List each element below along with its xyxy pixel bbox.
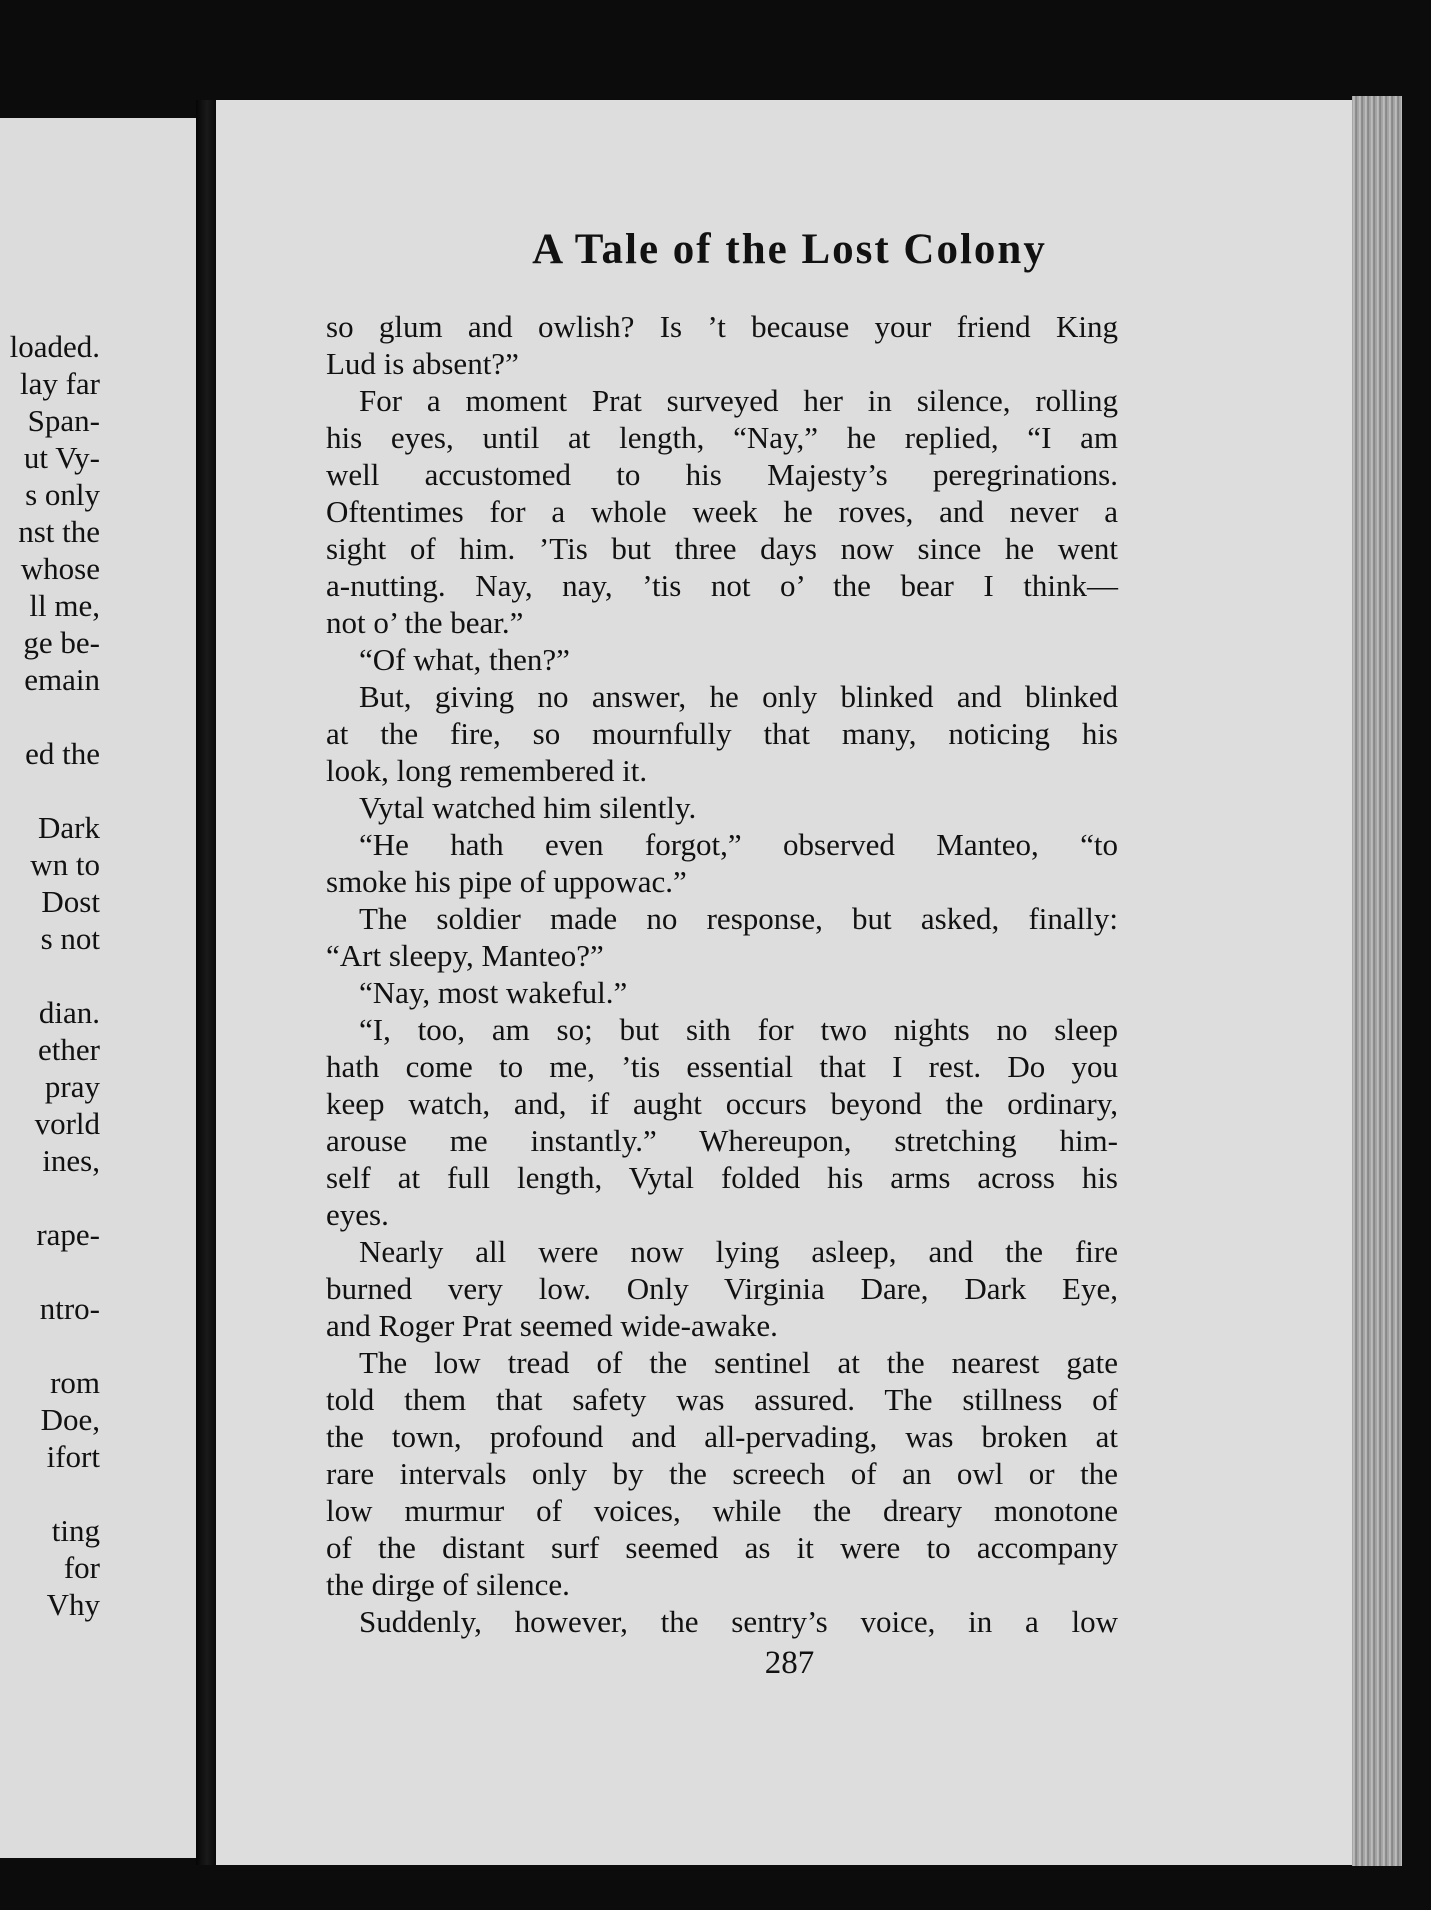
text-line: at the fire, so mournfully that many, noticing his (326, 716, 1118, 751)
left-page-line: rom (50, 1365, 100, 1400)
text-line: self at full length, Vytal folded his arms across his (326, 1160, 1118, 1195)
text-line: Nearly all were now lying asleep, and the fire (359, 1234, 1118, 1269)
text-line: smoke his pipe of uppowac.” (326, 864, 687, 899)
left-page-line: ll me, (29, 588, 100, 623)
text-line: so glum and owlish? Is ’t because your friend King (326, 309, 1118, 344)
left-page-line: rape- (36, 1217, 100, 1252)
left-page-line: Dark (38, 810, 100, 845)
text-line: burned very low. Only Virginia Dare, Dark Eye, (326, 1271, 1118, 1306)
text-line: “He hath even forgot,” observed Manteo, “to (359, 827, 1118, 862)
text-line: Oftentimes for a whole week he roves, and never a (326, 494, 1118, 529)
left-page-line: vorld (34, 1106, 100, 1141)
text-line: look, long remembered it. (326, 753, 648, 788)
text-line: Suddenly, however, the sentry’s voice, in a low (359, 1604, 1118, 1639)
text-line: a-nutting. Nay, nay, ’tis not o’ the bear I think— (326, 568, 1118, 603)
left-page-line: for (63, 1550, 100, 1585)
text-line: “Nay, most wakeful.” (359, 975, 628, 1010)
left-page-line: Doe, (40, 1402, 100, 1437)
left-page-fragment (0, 118, 196, 1858)
text-line: “Art sleepy, Manteo?” (326, 938, 604, 973)
left-page-line: lay far (19, 366, 100, 401)
text-line: The low tread of the sentinel at the nearest gate (359, 1345, 1118, 1380)
left-page-line: ge be- (23, 625, 100, 660)
left-page-line: nst the (18, 514, 100, 549)
left-page-line: whose (20, 551, 100, 586)
text-line: But, giving no answer, he only blinked and blinked (359, 679, 1118, 714)
text-line: hath come to me, ’tis essential that I rest. Do you (326, 1049, 1118, 1084)
text-line: the town, profound and all-pervading, was broken at (326, 1419, 1118, 1454)
text-line: Vytal watched him silently. (359, 790, 697, 825)
text-line: not o’ the bear.” (326, 605, 524, 640)
text-line: low murmur of voices, while the dreary monotone (326, 1493, 1118, 1528)
body-text (326, 308, 1118, 1640)
text-line: keep watch, and, if aught occurs beyond the ordinary, (326, 1086, 1118, 1121)
text-line: of the distant surf seemed as it were to accompany (326, 1530, 1118, 1565)
left-page-line: ntro- (39, 1291, 100, 1326)
left-page-line: ifort (46, 1439, 100, 1474)
left-page-line: ut Vy- (23, 440, 100, 475)
text-line: rare intervals only by the screech of an owl or the (326, 1456, 1118, 1491)
left-page-line: loaded. (9, 329, 100, 364)
running-head: A Tale of the Lost Colony (532, 226, 1047, 273)
text-line: For a moment Prat surveyed her in silence, rolling (359, 383, 1118, 418)
text-line: his eyes, until at length, “Nay,” he replied, “I am (326, 420, 1118, 455)
left-page-line: emain (24, 662, 100, 697)
left-page-line: Vhy (46, 1587, 100, 1622)
left-page-line: ether (38, 1032, 100, 1067)
text-line: well accustomed to his Majesty’s peregrinations. (326, 457, 1118, 492)
text-line: “I, too, am so; but sith for two nights no sleep (359, 1012, 1118, 1047)
page-edge (1352, 96, 1402, 1866)
left-page-line: Dost (41, 884, 100, 919)
text-line: eyes. (326, 1197, 389, 1232)
page-number: 287 (764, 1645, 815, 1681)
text-line: arouse me instantly.” Whereupon, stretching him- (326, 1123, 1118, 1158)
left-page-line: ting (51, 1513, 100, 1548)
text-line: told them that safety was assured. The stillness of (326, 1382, 1118, 1417)
left-page-line: ines, (42, 1143, 100, 1178)
left-page-line: s only (25, 477, 100, 512)
text-line: the dirge of silence. (326, 1567, 570, 1602)
text-line: and Roger Prat seemed wide-awake. (326, 1308, 778, 1343)
text-line: Lud is absent?” (326, 346, 519, 381)
left-page-line: Span- (27, 403, 100, 438)
left-page-line: dian. (38, 995, 100, 1030)
book-gutter (196, 100, 218, 1865)
left-page-line: pray (44, 1069, 100, 1104)
left-page-line: ed the (25, 736, 100, 771)
text-line: “Of what, then?” (359, 642, 570, 677)
left-page-line: wn to (30, 847, 100, 882)
text-line: sight of him. ’Tis but three days now since he went (326, 531, 1118, 566)
text-line: The soldier made no response, but asked, finally: (359, 901, 1118, 936)
left-page-line: s not (40, 921, 100, 956)
